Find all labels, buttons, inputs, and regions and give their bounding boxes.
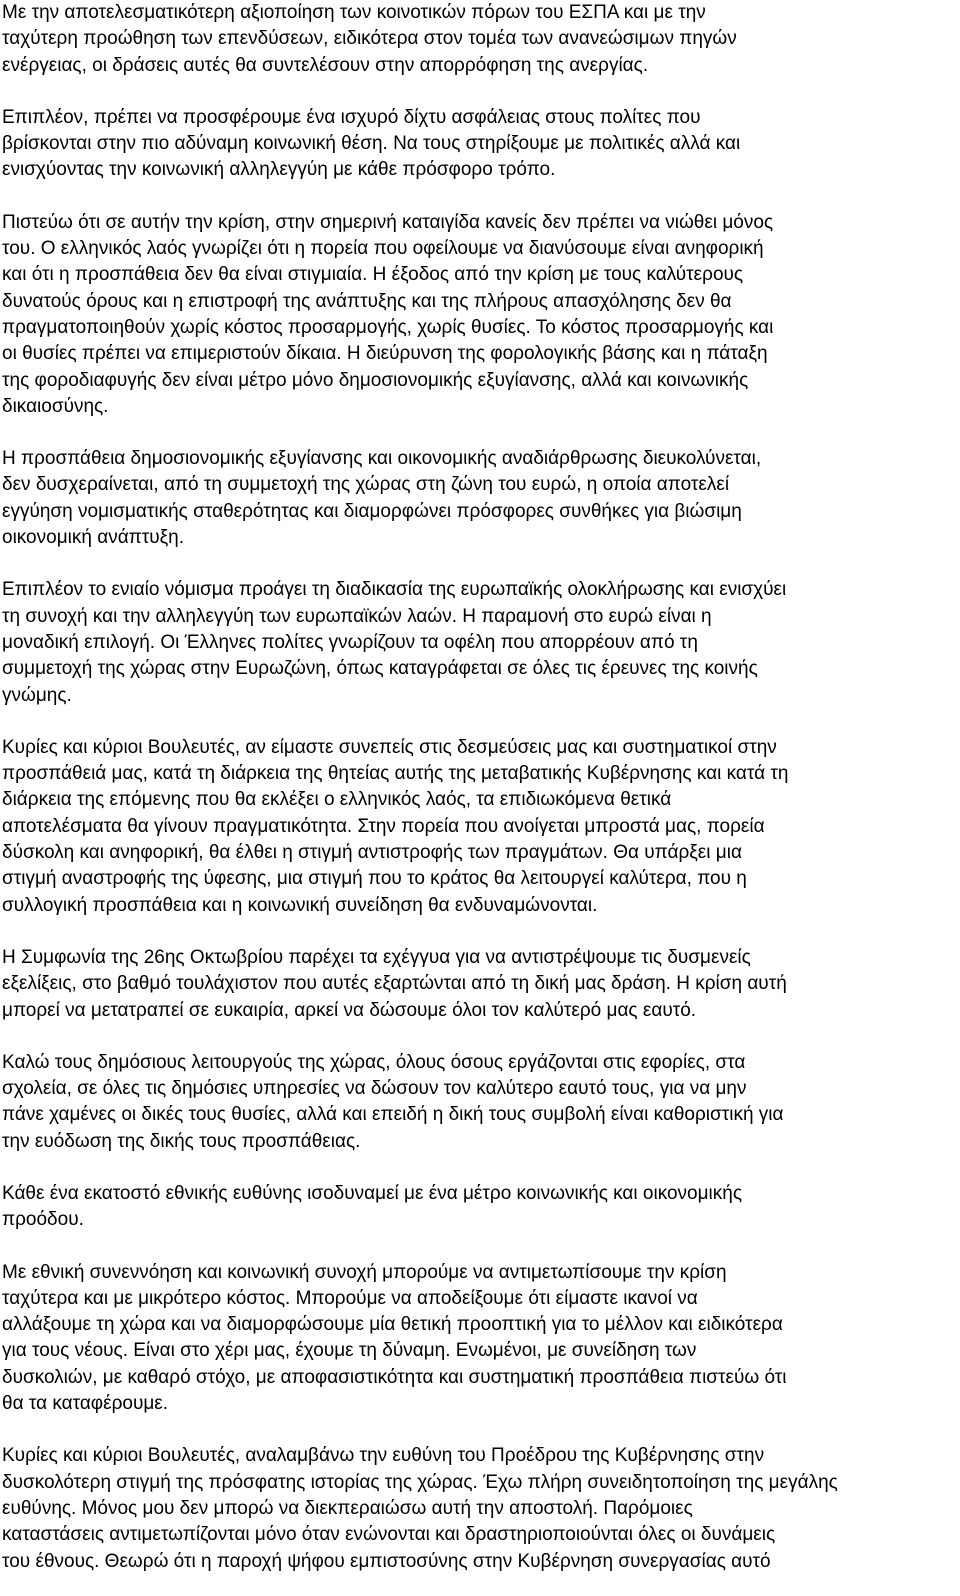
- text-line: ενέργειας, οι δράσεις αυτές θα συντελέσουν στην απορρόφηση της ανεργίας.: [2, 54, 649, 76]
- text-line: δυσκολότερη στιγμή της πρόσφατης ιστορίας της χώρας. Έχω πλήρη συνειδητοποίηση της μεγάλης: [2, 1471, 838, 1493]
- text-line: οικονομική ανάπτυξη.: [2, 527, 185, 549]
- text-line: δυνατούς όρους και η επιστροφή της ανάπτυξης και της πλήρους απασχόλησης δεν θα: [2, 290, 732, 312]
- text-line: Κυρίες και κύριοι Βουλευτές, αν είμαστε συνεπείς στις δεσμεύσεις μας και συστηματικοί στην: [2, 736, 777, 758]
- text-line: για τους νέους. Είναι στο χέρι μας, έχουμε τη δύναμη. Ενωμένοι, με συνείδηση των: [2, 1340, 697, 1362]
- paragraph: [2, 1181, 952, 1234]
- text-line: Κάθε ένα εκατοστό εθνικής ευθύνης ισοδυναμεί με ένα μέτρο κοινωνικής και οικονομικής: [2, 1182, 742, 1204]
- text-line: Πιστεύω ότι σε αυτήν την κρίση, στην σημερινή καταιγίδα κανείς δεν πρέπει να νιώθει μόνος: [2, 211, 774, 233]
- text-line: Η Συμφωνία της 26ης Οκτωβρίου παρέχει τα εχέγγυα για να αντιστρέψουμε τις δυσμενείς: [2, 946, 751, 968]
- text-line: συλλογική προσπάθεια και η κοινωνική συνείδηση θα ενδυναμώνονται.: [2, 894, 598, 916]
- text-line: πραγματοποιηθούν χωρίς κόστος προσαρμογής, χωρίς θυσίες. Το κόστος προσαρμογής και: [2, 316, 774, 338]
- text-line: πάνε χαμένες οι δικές τους θυσίες, αλλά και επειδή η δική τους συμβολή είναι καθοριστική για: [2, 1104, 784, 1126]
- text-line: γνώμης.: [2, 684, 72, 706]
- text-line: προσπάθειά μας, κατά τη διάρκεια της θητείας αυτής της μεταβατικής Κυβέρνησης και κατά τη: [2, 763, 789, 785]
- text-line: θα τα καταφέρουμε.: [2, 1393, 169, 1415]
- text-line: ταχύτερα και με μικρότερο κόστος. Μπορούμε να αποδείξουμε ότι είμαστε ικανοί να: [2, 1287, 698, 1309]
- paragraph: [2, 0, 952, 79]
- text-line: προόδου.: [2, 1209, 84, 1231]
- paragraph: [2, 735, 952, 919]
- text-line: καταστάσεις αντιμετωπίζονται μόνο όταν ενώνονται και δραστηριοποιούνται όλες οι δυνάμεις: [2, 1524, 776, 1546]
- text-line: εγγύηση νομισματικής σταθερότητας και διαμορφώνει πρόσφορες συνθήκες για βιώσιμη: [2, 500, 742, 522]
- text-line: βρίσκονται στην πιο αδύναμη κοινωνική θέση. Να τους στηρίξουμε με πολιτικές αλλά και: [2, 133, 741, 155]
- text-line: δύσκολη και ανηφορική, θα έλθει η στιγμή αντιστροφής των πραγμάτων. Θα υπάρξει μια: [2, 842, 742, 864]
- text-line: της φοροδιαφυγής δεν είναι μέτρο μόνο δημοσιονομικής εξυγίανσης, αλλά και κοινωνικής: [2, 369, 749, 391]
- text-line: συμμετοχή της χώρας στην Ευρωζώνη, όπως καταγράφεται σε όλες τις έρευνες της κοινής: [2, 658, 758, 680]
- text-line: στιγμή αναστροφής της ύφεσης, μια στιγμή που το κράτος θα λειτουργεί καλύτερα, που η: [2, 868, 747, 890]
- text-line: ενισχύοντας την κοινωνική αλληλεγγύη με κάθε πρόσφορο τρόπο.: [2, 159, 556, 181]
- text-line: διάρκεια της επόμενης που θα εκλέξει ο ελληνικός λαός, τα επιδιωκόμενα θετικά: [2, 789, 672, 811]
- text-line: δεν δυσχεραίνεται, από τη συμμετοχή της χώρας στη ζώνη του ευρώ, η οποία αποτελεί: [2, 474, 730, 496]
- paragraph: [2, 577, 952, 708]
- text-line: Με εθνική συνεννόηση και κοινωνική συνοχή μπορούμε να αντιμετωπίσουμε την κρίση: [2, 1261, 727, 1283]
- text-line: Επιπλέον, πρέπει να προσφέρουμε ένα ισχυρό δίχτυ ασφάλειας στους πολίτες που: [2, 106, 701, 128]
- text-line: ευθύνης. Μόνος μου δεν μπορώ να διεκπεραιώσω αυτή την αποστολή. Παρόμοιες: [2, 1497, 693, 1519]
- text-line: ταχύτερη προώθηση των επενδύσεων, ειδικότερα στον τομέα των ανανεώσιμων πηγών: [2, 28, 737, 50]
- text-line: Επιπλέον το ενιαίο νόμισμα προάγει τη διαδικασία της ευρωπαϊκής ολοκλήρωσης και ενισχύει: [2, 579, 787, 601]
- paragraph: [2, 1260, 952, 1418]
- text-line: Καλώ τους δημόσιους λειτουργούς της χώρας, όλους όσους εργάζονται στις εφορίες, στα: [2, 1051, 746, 1073]
- paragraph: [2, 1443, 952, 1574]
- text-line: δυσκολιών, με καθαρό στόχο, με αποφασιστικότητα και συστηματική προσπάθεια πιστεύω ότι: [2, 1366, 787, 1388]
- document-body: [2, 0, 952, 1575]
- text-line: Η προσπάθεια δημοσιονομικής εξυγίανσης και οικονομικής αναδιάρθρωσης διευκολύνεται,: [2, 448, 762, 470]
- text-line: αλλάξουμε τη χώρα και να διαμορφώσουμε μία θετική προοπτική για το μέλλον και ειδικότερα: [2, 1314, 783, 1336]
- paragraph: [2, 210, 952, 420]
- text-line: του. Ο ελληνικός λαός γνωρίζει ότι η πορεία που οφείλουμε να διανύσουμε είναι ανηφορική: [2, 238, 764, 260]
- text-line: και ότι η προσπάθεια δεν θα είναι στιγμιαία. Η έξοδος από την κρίση με τους καλύτερους: [2, 264, 744, 286]
- text-line: μπορεί να μετατραπεί σε ευκαιρία, αρκεί να δώσουμε όλοι τον καλύτερό μας εαυτό.: [2, 999, 697, 1021]
- text-line: τη συνοχή και την αλληλεγγύη των ευρωπαϊκών λαών. Η παραμονή στο ευρώ είναι η: [2, 605, 712, 627]
- paragraph: [2, 945, 952, 1024]
- text-line: δικαιοσύνης.: [2, 395, 109, 417]
- text-line: μοναδική επιλογή. Οι Έλληνες πολίτες γνωρίζουν τα οφέλη που απορρέουν από τη: [2, 631, 698, 653]
- text-line: σχολεία, σε όλες τις δημόσιες υπηρεσίες να δώσουν τον καλύτερο εαυτό τους, για να μην: [2, 1078, 747, 1100]
- text-line: αποτελέσματα θα γίνουν πραγματικότητα. Στην πορεία που ανοίγεται μπροστά μας, πορεία: [2, 815, 765, 837]
- paragraph: [2, 446, 952, 551]
- paragraph: [2, 1050, 952, 1155]
- text-line: του έθνους. Θεωρώ ότι η παροχή ψήφου εμπιστοσύνης στην Κυβέρνηση συνεργασίας αυτό: [2, 1550, 771, 1572]
- text-line: εξελίξεις, στο βαθμό τουλάχιστον που αυτές εξαρτώνται από τη δική μας δράση. Η κρίση αυτή: [2, 973, 787, 995]
- text-line: Με την αποτελεσματικότερη αξιοποίηση των κοινοτικών πόρων του ΕΣΠΑ και με την: [2, 2, 706, 23]
- text-line: οι θυσίες πρέπει να επιμεριστούν δίκαια. Η διεύρυνση της φορολογικής βάσης και η πάταξη: [2, 343, 768, 365]
- text-line: την ευόδωση της δικής τους προσπάθειας.: [2, 1130, 361, 1152]
- text-line: Κυρίες και κύριοι Βουλευτές, αναλαμβάνω την ευθύνη του Προέδρου της Κυβέρνησης στην: [2, 1445, 765, 1467]
- paragraph: [2, 105, 952, 184]
